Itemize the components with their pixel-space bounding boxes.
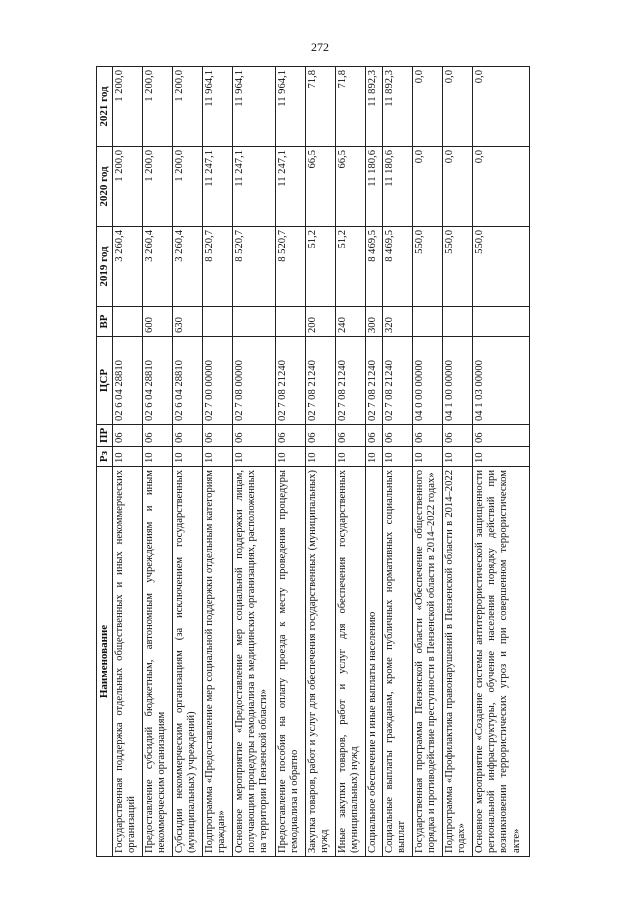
header-name: Наименование <box>97 467 113 857</box>
cell-pr: 06 <box>473 425 530 447</box>
cell-2020: 11 180,6 <box>366 147 383 227</box>
cell-name: Государственная поддержка отдельных общественных и иных некоммерческих организаций <box>112 467 142 857</box>
table-row <box>276 67 306 857</box>
cell-2020: 11 247,1 <box>202 147 232 227</box>
table-row <box>443 67 473 857</box>
header-2021: 2021 год <box>97 67 113 147</box>
cell-csr: 02 6 04 28810 <box>172 337 202 425</box>
cell-2019: 550,0 <box>443 227 473 307</box>
cell-2019: 8 469,5 <box>382 227 412 307</box>
cell-name: Государственная программа Пензенской области «Обеспечение общественного порядка и противодействие преступности в Пензенской области в 2014–2022 годах» <box>412 467 442 857</box>
cell-2021: 11 964,1 <box>232 67 275 147</box>
cell-2020: 0,0 <box>473 147 530 227</box>
cell-2019: 550,0 <box>412 227 442 307</box>
cell-2020: 11 180,6 <box>382 147 412 227</box>
header-pr: ПР <box>97 425 113 447</box>
cell-pr: 06 <box>232 425 275 447</box>
cell-pr: 06 <box>276 425 306 447</box>
header-rz: Рз <box>97 447 113 467</box>
page-number: 272 <box>311 40 329 54</box>
cell-rz: 10 <box>172 447 202 467</box>
budget-table <box>96 66 530 857</box>
cell-2020: 11 247,1 <box>232 147 275 227</box>
cell-2019: 8 520,7 <box>232 227 275 307</box>
cell-rz: 10 <box>276 447 306 467</box>
cell-2019: 550,0 <box>473 227 530 307</box>
cell-name: Иные закупки товаров, работ и услуг для обеспечения государственных (муниципальных) нужд <box>336 467 366 857</box>
cell-rz: 10 <box>412 447 442 467</box>
cell-2021: 71,8 <box>336 67 366 147</box>
cell-vr: 240 <box>336 307 366 337</box>
cell-csr: 02 7 08 21240 <box>336 337 366 425</box>
cell-vr: 630 <box>172 307 202 337</box>
table-row <box>202 67 232 857</box>
cell-pr: 06 <box>443 425 473 447</box>
cell-2021: 71,8 <box>306 67 336 147</box>
cell-2021: 1 200,0 <box>112 67 142 147</box>
cell-csr: 02 7 08 21240 <box>306 337 336 425</box>
cell-csr: 02 7 08 00000 <box>232 337 275 425</box>
cell-2019: 8 469,5 <box>366 227 383 307</box>
cell-rz: 10 <box>112 447 142 467</box>
cell-csr: 02 7 00 00000 <box>202 337 232 425</box>
cell-2019: 8 520,7 <box>276 227 306 307</box>
table-row <box>336 67 366 857</box>
cell-vr <box>232 307 275 337</box>
cell-rz: 10 <box>382 447 412 467</box>
cell-vr: 320 <box>382 307 412 337</box>
cell-csr: 04 1 03 00000 <box>473 337 530 425</box>
cell-pr: 06 <box>412 425 442 447</box>
cell-2020: 66,5 <box>336 147 366 227</box>
cell-csr: 02 7 08 21240 <box>366 337 383 425</box>
cell-2020: 1 200,0 <box>112 147 142 227</box>
header-2019: 2019 год <box>97 227 113 307</box>
cell-pr: 06 <box>142 425 172 447</box>
cell-pr: 06 <box>306 425 336 447</box>
cell-2019: 3 260,4 <box>172 227 202 307</box>
table-row <box>382 67 412 857</box>
cell-2021: 0,0 <box>473 67 530 147</box>
cell-2021: 1 200,0 <box>142 67 172 147</box>
cell-2019: 8 520,7 <box>202 227 232 307</box>
cell-rz: 10 <box>366 447 383 467</box>
cell-2020: 1 200,0 <box>142 147 172 227</box>
cell-pr: 06 <box>336 425 366 447</box>
cell-vr <box>276 307 306 337</box>
table-row <box>306 67 336 857</box>
cell-csr: 04 0 00 00000 <box>412 337 442 425</box>
cell-rz: 10 <box>202 447 232 467</box>
table-row <box>232 67 275 857</box>
cell-pr: 06 <box>172 425 202 447</box>
table-row <box>366 67 383 857</box>
cell-rz: 10 <box>473 447 530 467</box>
cell-vr <box>412 307 442 337</box>
cell-2020: 0,0 <box>412 147 442 227</box>
cell-vr <box>473 307 530 337</box>
table-row <box>473 67 530 857</box>
table-row <box>112 67 142 857</box>
cell-rz: 10 <box>443 447 473 467</box>
cell-2020: 0,0 <box>443 147 473 227</box>
cell-name: Основное мероприятие «Создание системы антитеррористической защищенности региональной инфраструктуры, обучение населения порядку действий при возникновении террористических угроз и при совершенном террористическом акте» <box>473 467 530 857</box>
cell-2021: 11 892,3 <box>382 67 412 147</box>
cell-vr: 200 <box>306 307 336 337</box>
rotated-table-container <box>96 67 530 857</box>
cell-csr: 02 7 08 21240 <box>276 337 306 425</box>
cell-name: Закупка товаров, работ и услуг для обеспечения государственных (муниципальных) нужд <box>306 467 336 857</box>
cell-rz: 10 <box>336 447 366 467</box>
cell-2020: 66,5 <box>306 147 336 227</box>
header-2020: 2020 год <box>97 147 113 227</box>
cell-2019: 51,2 <box>306 227 336 307</box>
cell-2021: 11 964,1 <box>276 67 306 147</box>
cell-csr: 04 1 00 00000 <box>443 337 473 425</box>
cell-2019: 3 260,4 <box>142 227 172 307</box>
cell-name: Предоставление субсидий бюджетным, автономным учреждениям и иным некоммерческим организациям <box>142 467 172 857</box>
cell-rz: 10 <box>142 447 172 467</box>
table-row <box>412 67 442 857</box>
table-row <box>142 67 172 857</box>
cell-vr <box>202 307 232 337</box>
cell-name: Основное мероприятие «Предоставление мер социальной поддержки лицам, получающим процедуры гемодиализа в медицинских организациях, расположенных на территории Пензенской области» <box>232 467 275 857</box>
cell-csr: 02 7 08 21240 <box>382 337 412 425</box>
cell-2019: 51,2 <box>336 227 366 307</box>
cell-name: Субсидии некоммерческим организациям (за исключением государственных (муниципальных) учреждений) <box>172 467 202 857</box>
header-csr: ЦСР <box>97 337 113 425</box>
cell-name: Подпрограмма «Профилактика правонарушений в Пензенской области в 2014–2022 годах» <box>443 467 473 857</box>
cell-pr: 06 <box>202 425 232 447</box>
cell-vr <box>112 307 142 337</box>
cell-2021: 0,0 <box>412 67 442 147</box>
cell-2021: 1 200,0 <box>172 67 202 147</box>
cell-name: Предоставление пособия на оплату проезда к месту проведения процедуры гемодиализа и обратно <box>276 467 306 857</box>
cell-2021: 11 964,1 <box>202 67 232 147</box>
cell-vr <box>443 307 473 337</box>
table-header-row <box>97 67 113 857</box>
cell-pr: 06 <box>112 425 142 447</box>
cell-name: Подпрограмма «Предоставление мер социальной поддержки отдельным категориям граждан» <box>202 467 232 857</box>
cell-pr: 06 <box>366 425 383 447</box>
cell-csr: 02 6 04 28810 <box>142 337 172 425</box>
cell-vr: 300 <box>366 307 383 337</box>
header-vr: ВР <box>97 307 113 337</box>
cell-name: Социальное обеспечение и иные выплаты населению <box>366 467 383 857</box>
cell-2020: 11 247,1 <box>276 147 306 227</box>
table-row <box>172 67 202 857</box>
cell-2020: 1 200,0 <box>172 147 202 227</box>
cell-2021: 11 892,3 <box>366 67 383 147</box>
cell-vr: 600 <box>142 307 172 337</box>
cell-2019: 3 260,4 <box>112 227 142 307</box>
cell-name: Социальные выплаты гражданам, кроме публичных нормативных социальных выплат <box>382 467 412 857</box>
cell-rz: 10 <box>306 447 336 467</box>
cell-2021: 0,0 <box>443 67 473 147</box>
cell-rz: 10 <box>232 447 275 467</box>
table-body <box>112 67 529 857</box>
cell-pr: 06 <box>382 425 412 447</box>
cell-csr: 02 6 04 28810 <box>112 337 142 425</box>
